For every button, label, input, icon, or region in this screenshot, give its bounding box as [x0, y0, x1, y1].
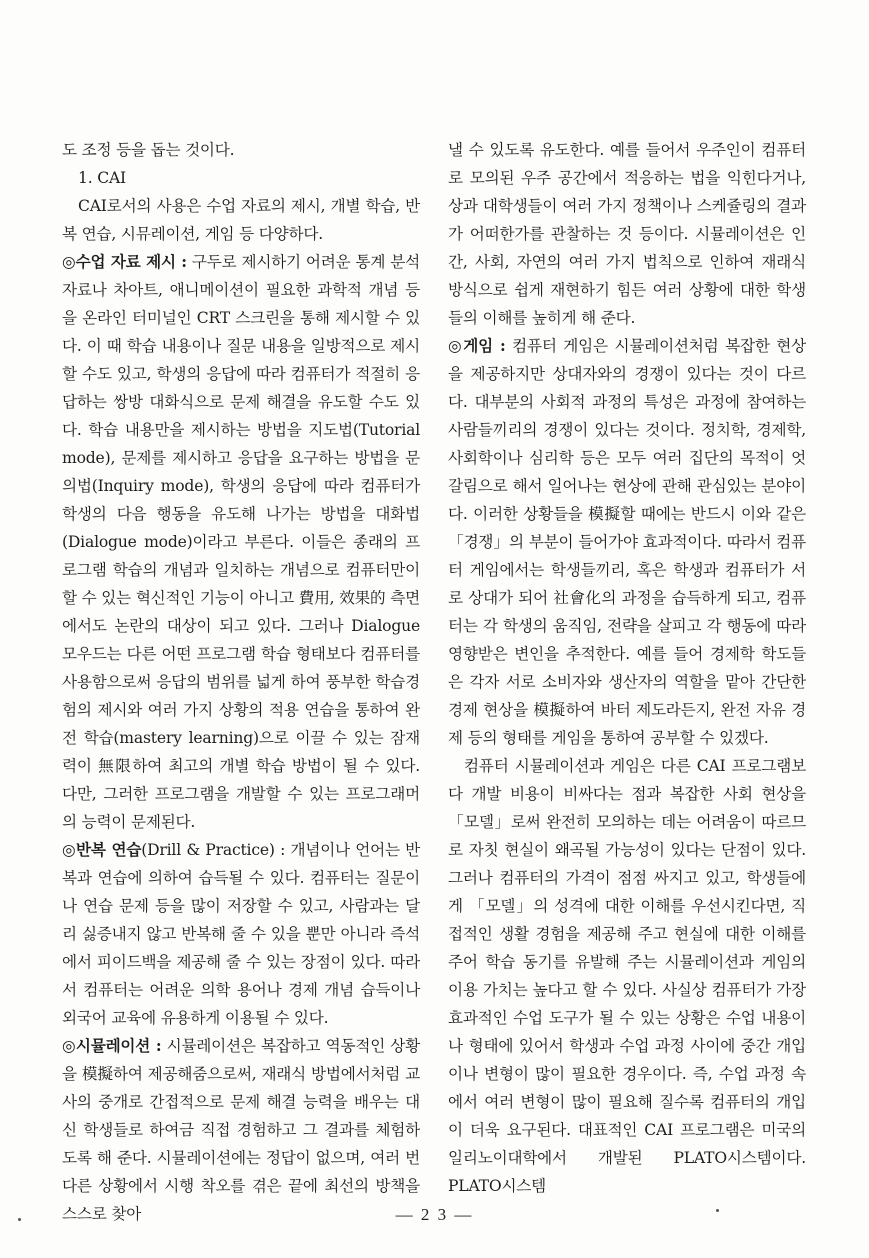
term-presentation: ◎수업 자료 제시 : [62, 252, 187, 271]
scan-speck [716, 1209, 719, 1212]
scan-speck [18, 1218, 21, 1221]
term-simulation: ◎시뮬레이션 : [62, 1036, 162, 1055]
text-simulation: 시뮬레이션은 복잡하고 역동적인 상황을 模擬하여 제공해줌으로써, 재래식 방법에서처럼 교사의 중개로 간접적으로 문제 해결 능력을 배우는 대신 학생들로 하여금 직접 경험하고 그 결과를 체험하도록 해 준다. 시뮬레이션에는 정답이 없으며, 여러 번 다른 상황에서 시행 착오를 겪은 끝에 최선의 방책을 스스로 찾아 [62, 1037, 420, 1223]
right-column [448, 136, 806, 1200]
text-game: 컴퓨터 게임은 시뮬레이션처럼 복잡한 현상을 제공하지만 상대자와의 경쟁이 있다는 것이 다르다. 대부분의 사회적 과정의 특성은 과정에 참여하는 사람들끼리의 경쟁이 있다는 것이다. 정치학, 경제학, 사회학이나 심리학 등은 모두 여러 집단의 목적이 엇갈림으로 해서 일어나는 현상에 관해 관심있는 분야이다. 이러한 상황들을 模擬할 때에는 반드시 이와 같은 「경쟁」의 부분이 들어가야 효과적이다. 따라서 컴퓨터 게임에서는 학생들끼리, 혹은 학생과 컴퓨터가 서로 상대가 되어 社會化의 과정을 습득하게 되고, 컴퓨터는 각 학생의 움직임, 전략을 살피고 각 행동에 따라 영향받은 변인을 추적한다. 예를 들어 경제학 학도들은 각자 서로 소비자와 생산자의 역할을 맡아 간단한 경제 현상을 模擬하여 바터 제도라든지, 완전 자유 경제 등의 형태를 게임을 통하여 공부할 수 있겠다. [448, 337, 806, 747]
text-drill: (Drill & Practice) : 개념이나 언어는 반복과 연습에 의하여 습득될 수 있다. 컴퓨터는 질문이나 연습 문제 등을 많이 저장할 수 있고, 사람과는 달리 싫증내지 않고 반복해 줄 수 있을 뿐만 아니라 즉석에서 피이드백을 제공해 줄 수 있는 장점이 있다. 따라서 컴퓨터는 어려운 의학 용어나 경제 개념 습득이나 외국어 교육에 유용하게 이용될 수 있다. [62, 841, 420, 1027]
paragraph-intro: CAI로서의 사용은 수업 자료의 제시, 개별 학습, 반복 연습, 시뮤레이션, 게임 등 다양하다. [62, 197, 420, 243]
paragraph-comparison: 컴퓨터 시뮬레이션과 게임은 다른 CAI 프로그램보다 개발 비용이 비싸다는 점과 복잡한 사회 현상을 「모델」로써 완전히 모의하는 데는 어려움이 따르므로 자칫 현실이 왜곡될 가능성이 있다는 단점이 있다. 그러나 컴퓨터의 가격이 점점 싸지고 있고, 학생들에게 「모델」의 성격에 대한 이해를 우선시킨다면, 직접적인 생활 경험을 제공해 주고 현실에 대한 이해를 주어 학습 동기를 유발해 주는 시뮬레이션과 게임의 이용 가치는 높다고 할 수 있다. 사실상 컴퓨터가 가장 효과적인 수업 도구가 될 수 있는 상황은 수업 내용이나 형태에 있어서 학생과 수업 과정 사이에 중간 개입이나 변형이 많이 필요한 경우이다. 즉, 수업 과정 속에서 여러 변형이 많이 필요해 질수록 컴퓨터의 개입이 더욱 요구된다. 대표적인 CAI 프로그램은 미국의 일리노이대학에서 개발된 PLATO시스템이다. PLATO시스템 [448, 757, 806, 1195]
term-drill: ◎반복 연습 [62, 840, 142, 859]
left-column [62, 136, 420, 1228]
paragraph-simulation-cont: 낼 수 있도록 유도한다. 예를 들어서 우주인이 컴퓨터로 모의된 우주 공간에서 적응하는 법을 익힌다거나, 상과 대학생들이 여러 가지 정책이나 스케쥴링의 결과가 어떠한가를 관찰하는 것 등이다. 시뮬레이션은 인간, 사회, 자연의 여러 가지 법칙으로 인하여 재래식 방식으로 쉽게 재현하기 힘든 여러 상황에 대한 학생들의 이해를 높히게 해 준다. [448, 141, 806, 327]
paragraph-game [448, 332, 806, 752]
paragraph-presentation [62, 248, 420, 836]
paragraph-continuation: 도 조정 등을 돕는 것이다. [62, 141, 235, 159]
text-presentation: 구두로 제시하기 어려운 통계 분석 자료나 차아트, 애니메이션이 필요한 과학적 개념 등을 온라인 터미널인 CRT 스크린을 통해 제시할 수 있다. 이 때 학습 내용이나 질문 내용을 일방적으로 제시할 수도 있고, 학생의 응답에 따라 컴퓨터가 적절히 응답하는 쌍방 대화식으로 문제 해결을 유도할 수도 있다. 학습 내용만을 제시하는 방법을 지도법(Tutorial mode), 문제를 제시하고 응답을 요구하는 방법을 문의법(Inquiry mode), 학생의 응답에 따라 컴퓨터가 학생의 다음 행동을 유도해 나가는 방법을 대화법(Dialogue mode)이라고 부른다. 이들은 종래의 프로그램 학습의 개념과 일치하는 개념으로 컴퓨터만이 할 수 있는 혁신적인 기능이 아니고 費用, 效果的 측면에서도 논란의 대상이 되고 있다. 그러나 Dialogue 모우드는 다른 어떤 프로그램 학습 형태보다 컴퓨터를 사용함으로써 응답의 범위를 넓게 하여 풍부한 학습경험의 제시와 여러 가지 상황의 적용 연습을 통하여 완전 학습(mastery learning)으로 이끌 수 있는 잠재력이 無限하여 최고의 개별 학습 방법이 될 수 있다. 다만, 그러한 프로그램을 개발할 수 있는 프로그래머의 능력이 문제된다. [62, 253, 421, 831]
page-number: — 2 3 — [395, 1205, 474, 1224]
paragraph-drill [62, 836, 420, 1032]
section-heading: 1. CAI [78, 169, 126, 187]
term-game: ◎게임 : [448, 336, 506, 355]
paragraph-simulation [62, 1032, 420, 1228]
